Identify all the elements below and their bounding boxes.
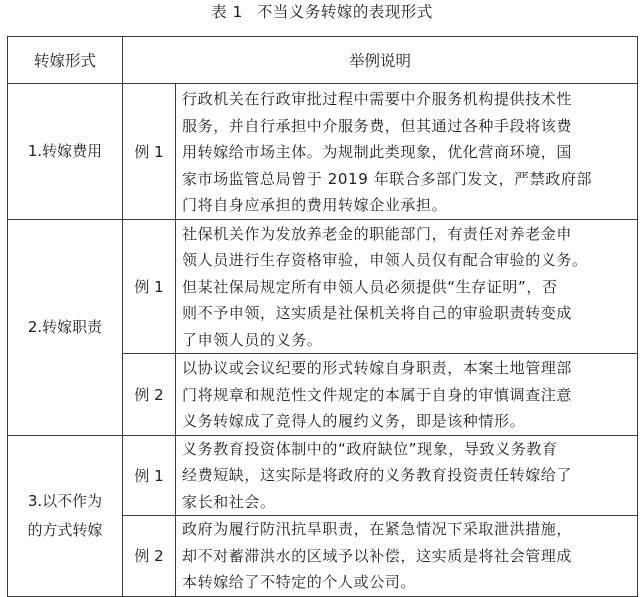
desc-line: 家长和社会。	[182, 492, 276, 511]
desc-line: 服务，并自行承担中介服务费，但其通过各种手段将该费	[182, 116, 573, 135]
form-label: 2.转嫁职责	[27, 317, 103, 336]
desc-line: 用转嫁给市场主体。为规制此类现象，优化营商环境，国	[182, 143, 573, 161]
table-title: 不当义务转嫁的表现形式	[256, 3, 433, 21]
case-label: 例 1	[123, 219, 176, 354]
desc-line: 但某社保局规定所有申领人员必须提供“生存证明”，否	[182, 277, 558, 296]
table-row	[8, 435, 638, 516]
table-row	[8, 219, 638, 354]
desc-line: 了申领人员的义务。	[182, 330, 323, 349]
desc-line: 义务教育投资体制中的“政府缺位”现象，导致义务教育	[182, 439, 558, 458]
desc-line: 门将自身应承担的费用转嫁企业承担。	[182, 196, 448, 214]
table-row	[8, 84, 638, 220]
form-cell-1	[8, 84, 123, 220]
table-number: 表 1	[211, 3, 243, 21]
case-label: 例 2	[123, 354, 176, 436]
desc-line: 义务转嫁成了竞得人的履约义务，即是该种情形。	[182, 412, 526, 430]
header-form: 转嫁形式	[8, 37, 123, 84]
desc-line: 领人员进行生存资格审验，申领人员仅有配合审验的义务。	[182, 251, 588, 269]
desc-line: 门将规章和规范性文件规定的本属于自身的审慎调查注意	[182, 385, 573, 404]
desc-line: 经费短缺，这实际是将政府的义务教育投资责任转嫁给了	[182, 466, 573, 484]
form-label: 的方式转嫁	[27, 520, 103, 539]
case-description	[176, 516, 638, 597]
desc-line: 以协议或会议纪要的形式转嫁自身职责，本案土地管理部	[182, 359, 573, 377]
case-label: 例 1	[123, 84, 176, 220]
desc-line: 行政机关在行政审批过程中需要中介服务机构提供技术性	[182, 90, 573, 108]
form-label: 3.以不作为	[27, 491, 103, 510]
case-label: 例 2	[123, 516, 176, 597]
case-label: 例 1	[123, 435, 176, 516]
desc-line: 却不对蓄滞洪水的区域予以补偿，这实质是将社会管理成	[182, 546, 573, 565]
header-example: 举例说明	[123, 37, 638, 84]
desc-line: 则不予申领，这实质是社保机关将自己的审验职责转变成	[182, 304, 573, 322]
table-header-row	[8, 37, 638, 84]
table-caption	[0, 0, 644, 28]
desc-line: 政府为履行防汛抗旱职责，在紧急情况下采取泄洪措施，	[182, 520, 573, 538]
case-description	[176, 84, 638, 220]
forms-table	[7, 36, 638, 597]
form-cell-3	[8, 435, 123, 596]
case-description	[176, 354, 638, 436]
case-description	[176, 435, 638, 516]
desc-line: 家市场监管总局曾于 2019 年联合多部门发文，严禁政府部	[182, 169, 593, 188]
desc-line: 本转嫁给了不特定的个人或公司。	[182, 573, 417, 591]
desc-line: 社保机关作为发放养老金的职能部门，有责任对养老金申	[182, 224, 573, 243]
form-label: 1.转嫁费用	[27, 141, 103, 160]
form-cell-2	[8, 219, 123, 435]
case-description	[176, 219, 638, 354]
